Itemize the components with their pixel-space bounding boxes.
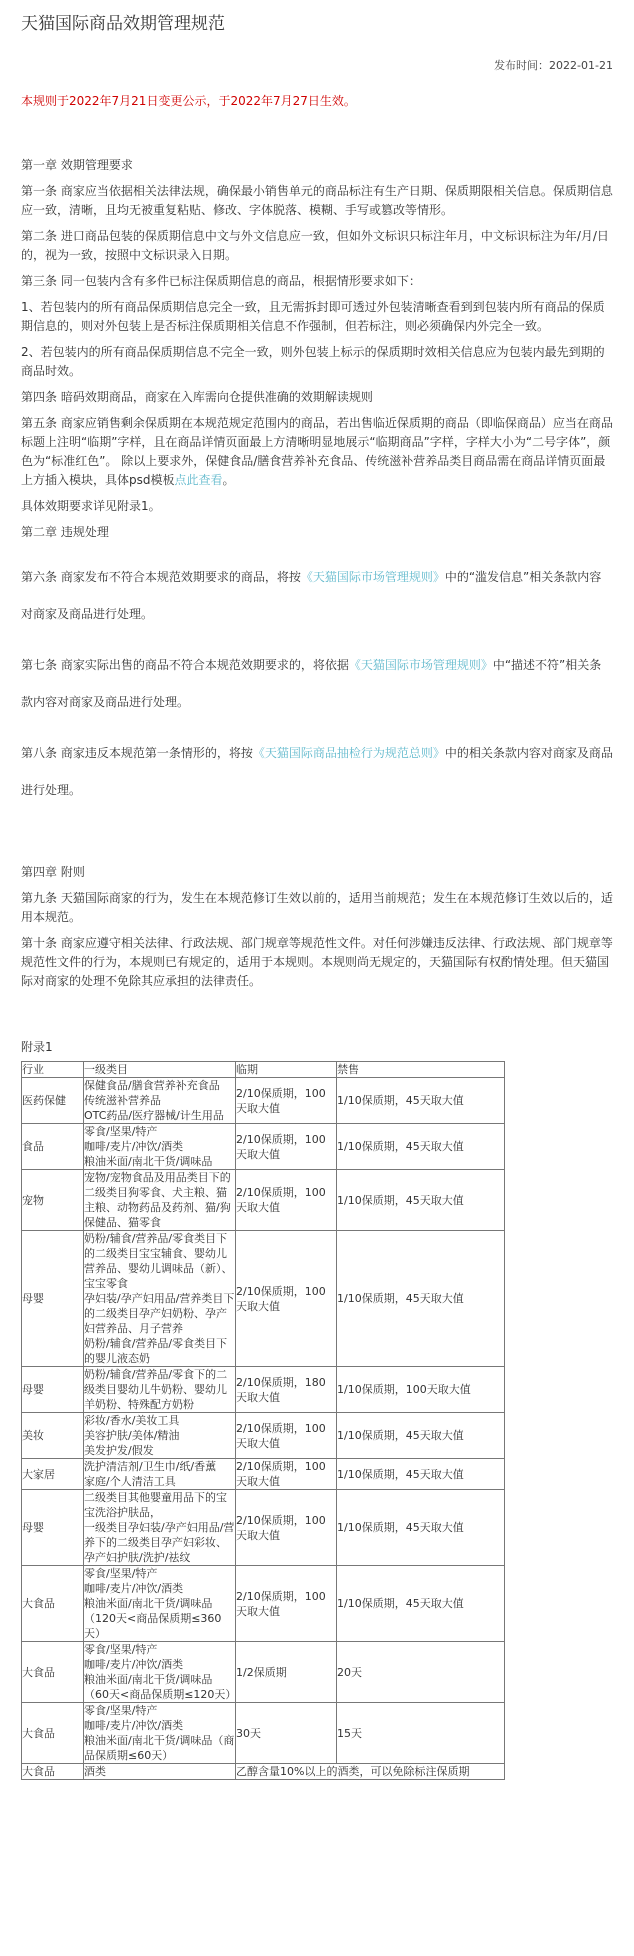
category-line: 零食/坚果/特产: [84, 1567, 158, 1580]
cell-prohibited: 1/10保质期，45天取大值: [337, 1459, 505, 1490]
effective-notice: 本规则于2022年7月21日变更公示，于2022年7月27日生效。: [21, 94, 356, 108]
cell-near-expiry: 2/10保质期，100天取大值: [236, 1566, 337, 1642]
cell-prohibited: 20天: [337, 1642, 505, 1703]
table-row: [22, 1459, 505, 1490]
category-line: 粮油米面/南北干货/调味品（商品保质期≤60天）: [84, 1734, 235, 1762]
cell-prohibited: 15天: [337, 1703, 505, 1764]
category-line: 宠物/宠物食品及用品类目下的二级类目狗零食、犬主粮、猫主粮、动物药品及药剂、猫/狗保健品、猫零食: [84, 1171, 231, 1229]
cell-prohibited: 1/10保质期，45天取大值: [337, 1170, 505, 1231]
cell-industry: 母婴: [22, 1367, 84, 1413]
category-line: 零食/坚果/特产: [84, 1125, 158, 1138]
article-1: 第一条 商家应当依据相关法律法规，确保最小销售单元的商品标注有生产日期、保质期限相关信息。保质期信息应一致，清晰，且均无被重复粘贴、修改、字体脱落、模糊、手写或篡改等情形。: [21, 184, 613, 217]
cell-prohibited: 1/10保质期，45天取大值: [337, 1124, 505, 1170]
cell-prohibited: 1/10保质期，45天取大值: [337, 1566, 505, 1642]
cell-category: 酒类: [84, 1764, 236, 1780]
cell-industry: 宠物: [22, 1170, 84, 1231]
cell-category: [84, 1703, 236, 1764]
article-8-post: 中的相关条款内容对商家及商品进行处理。: [21, 746, 613, 797]
table-header-row: [22, 1062, 505, 1078]
cell-prohibited: 1/10保质期，45天取大值: [337, 1231, 505, 1367]
category-line: OTC药品/医疗器械/计生用品: [84, 1109, 224, 1122]
category-line: 零食/坚果/特产: [84, 1643, 158, 1656]
table-row: [22, 1124, 505, 1170]
chapter-2-heading: 第二章 违规处理: [21, 525, 109, 539]
article-8: [21, 735, 613, 809]
category-line: 零食/坚果/特产: [84, 1704, 158, 1717]
header-industry: 行业: [22, 1062, 84, 1078]
cell-industry: 大家居: [22, 1459, 84, 1490]
category-line: 保健食品/膳食营养补充食品: [84, 1079, 220, 1092]
category-line: 咖啡/麦片/冲饮/酒类: [84, 1658, 184, 1671]
table-row: [22, 1566, 505, 1642]
cell-category: [84, 1413, 236, 1459]
category-line: 二级类目其他婴童用品下的宝宝洗浴护肤品，: [84, 1491, 227, 1519]
table-row: [22, 1367, 505, 1413]
cell-prohibited: 1/10保质期，100天取大值: [337, 1367, 505, 1413]
cell-category: [84, 1459, 236, 1490]
cell-near-expiry: 2/10保质期，100天取大值: [236, 1490, 337, 1566]
article-9: 第九条 天猫国际商家的行为，发生在本规范修订生效以前的，适用当前规范；发生在本规范修订生效以后的，适用本规范。: [21, 891, 613, 924]
chapter-1-heading: 第一章 效期管理要求: [21, 158, 133, 172]
category-line: 美发护发/假发: [84, 1444, 154, 1457]
cell-near-expiry: 30天: [236, 1703, 337, 1764]
cell-prohibited: 1/10保质期，45天取大值: [337, 1490, 505, 1566]
header-category: 一级类目: [84, 1062, 236, 1078]
article-4: 第四条 暗码效期商品，商家在入库需向仓提供准确的效期解读规则: [21, 390, 373, 404]
appendix-label: 附录1: [21, 1040, 53, 1054]
cell-industry: 母婴: [22, 1490, 84, 1566]
cell-industry: 大食品: [22, 1764, 84, 1780]
category-line: 粮油米面/南北干货/调味品（120天<商品保质期≤360天）: [84, 1597, 222, 1640]
appendix-table: [21, 1061, 505, 1780]
article-5: [21, 414, 613, 490]
article-5-text: 第五条 商家应销售剩余保质期在本规范规定范围内的商品，若出售临近保质期的商品（即临保商品）应当在商品标题上注明“临期”字样，且在商品详情页面最上方清晰明显地展示“临期商品”字样，字样大小为“二号字体”，颜色为“标准红色”。 除以上要求外，保健食品/膳食营养补充食品、传统滋补营养品类目商品需在商品详情页面最上方插入模块，具体psd模板: [21, 416, 613, 487]
cell-category: [84, 1490, 236, 1566]
article-6: [21, 559, 613, 633]
category-line: 洗护清洁剂/卫生巾/纸/香薰: [84, 1460, 217, 1473]
article-5-end: 。: [222, 473, 235, 487]
article-7: [21, 647, 613, 721]
article-8-pre: 第八条 商家违反本规范第一条情形的，将按: [21, 746, 253, 760]
cell-industry: 大食品: [22, 1642, 84, 1703]
category-line: 咖啡/麦片/冲饮/酒类: [84, 1582, 184, 1595]
category-line: 彩妆/香水/美妆工具: [84, 1414, 180, 1427]
cell-near-expiry: 2/10保质期，100天取大值: [236, 1078, 337, 1124]
article-10: 第十条 商家应遵守相关法律、行政法规、部门规章等规范性文件。对任何涉嫌违反法律、行政法规、部门规章等规范性文件的行为，本规则已有规定的，适用于本规则。本规则尚无规定的，天猫国际有权酌情处理。但天猫国际对商家的处理不免除其应承担的法律责任。: [21, 936, 613, 988]
cell-near-expiry: 1/2保质期: [236, 1642, 337, 1703]
article-2: 第二条 进口商品包装的保质期信息中文与外文信息应一致，但如外文标识只标注年月，中文标识标注为年/月/日的，视为一致，按照中文标识录入日期。: [21, 229, 609, 262]
appendix-reference: 具体效期要求详见附录1。: [21, 499, 161, 513]
category-line: 粮油米面/南北干货/调味品（60天<商品保质期≤120天）: [84, 1673, 237, 1701]
cell-industry: 医药保健: [22, 1078, 84, 1124]
page-title: 天猫国际商品效期管理规范: [21, 14, 225, 34]
cell-industry: 大食品: [22, 1703, 84, 1764]
cell-category: [84, 1170, 236, 1231]
article-3: 第三条 同一包装内含有多件已标注保质期信息的商品，根据情形要求如下：: [21, 274, 421, 288]
cell-near-expiry: 2/10保质期，100天取大值: [236, 1124, 337, 1170]
article-7-post: 中“描述不符”相关条款内容对商家及商品进行处理。: [21, 658, 602, 709]
chapter-4: [21, 863, 613, 991]
market-rules-link-2[interactable]: 《天猫国际市场管理规则》: [348, 658, 493, 672]
category-line: 咖啡/麦片/冲饮/酒类: [84, 1140, 184, 1153]
category-line: 奶粉/辅食/营养品/零食下的二级类目婴幼儿牛奶粉、婴幼儿羊奶粉、特殊配方奶粉: [84, 1368, 228, 1411]
cell-near-expiry: 2/10保质期，100天取大值: [236, 1413, 337, 1459]
chapter-4-heading: 第四章 附则: [21, 865, 85, 879]
category-line: 咖啡/麦片/冲饮/酒类: [84, 1719, 184, 1732]
category-line: 奶粉/辅食/营养品/零食类目下的婴儿液态奶: [84, 1337, 228, 1365]
category-line: 传统滋补营养品: [84, 1094, 161, 1107]
header-prohibited: 禁售: [337, 1062, 505, 1078]
category-line: 粮油米面/南北干货/调味品: [84, 1155, 213, 1168]
market-rules-link[interactable]: 《天猫国际市场管理规则》: [300, 570, 445, 584]
cell-prohibited: 1/10保质期，45天取大值: [337, 1078, 505, 1124]
cell-near-expiry: 2/10保质期，100天取大值: [236, 1459, 337, 1490]
table-row: [22, 1490, 505, 1566]
cell-industry: 美妆: [22, 1413, 84, 1459]
article-3-item-1: 1、若包装内的所有商品保质期信息完全一致，且无需拆封即可透过外包装清晰查看到到包装内所有商品的保质期信息的，则对外包装上是否标注保质期相关信息不作强制，但若标注，则必须确保内外完全一致。: [21, 300, 605, 333]
category-line: 奶粉/辅食/营养品/零食类目下的二级类目宝宝辅食、婴幼儿营养品、婴幼儿调味品（新）、宝宝零食: [84, 1232, 233, 1290]
category-line: 美容护肤/美体/精油: [84, 1429, 180, 1442]
cell-category: [84, 1642, 236, 1703]
psd-template-link[interactable]: 点此查看: [174, 473, 223, 487]
category-line: 家庭/个人清洁工具: [84, 1475, 176, 1488]
header-near-expiry: 临期: [236, 1062, 337, 1078]
cell-industry: 大食品: [22, 1566, 84, 1642]
cell-near-expiry: 2/10保质期，100天取大值: [236, 1170, 337, 1231]
category-line: 一级类目孕妇装/孕产妇用品/营养下的二级类目孕产妇彩妆、孕产妇护肤/洗护/祛纹: [84, 1521, 235, 1564]
table-row: [22, 1642, 505, 1703]
cell-industry: 食品: [22, 1124, 84, 1170]
table-row: [22, 1231, 505, 1367]
cell-industry: 母婴: [22, 1231, 84, 1367]
table-row: [22, 1703, 505, 1764]
publish-time: 发布时间：2022-01-21: [494, 59, 613, 72]
table-row: [22, 1170, 505, 1231]
cell-merged-note: 乙醇含量10%以上的酒类，可以免除标注保质期: [236, 1764, 505, 1780]
chapter-2: [21, 523, 613, 809]
article-6-post: 中的“滥发信息”相关条款内容对商家及商品进行处理。: [21, 570, 602, 621]
cell-category: [84, 1367, 236, 1413]
table-row-liquor: [22, 1764, 505, 1780]
chapter-1: [21, 156, 613, 516]
cell-near-expiry: 2/10保质期，180天取大值: [236, 1367, 337, 1413]
cell-category: [84, 1078, 236, 1124]
cell-near-expiry: 2/10保质期，100天取大值: [236, 1231, 337, 1367]
table-row: [22, 1078, 505, 1124]
article-7-pre: 第七条 商家实际出售的商品不符合本规范效期要求的，将依据: [21, 658, 349, 672]
cell-category: [84, 1566, 236, 1642]
article-6-pre: 第六条 商家发布不符合本规范效期要求的商品，将按: [21, 570, 301, 584]
category-line: 孕妇装/孕产妇用品/营养类目下的二级类目孕产妇奶粉、孕产妇营养品、月子营养: [84, 1292, 235, 1335]
cell-category: [84, 1124, 236, 1170]
cell-prohibited: 1/10保质期，45天取大值: [337, 1413, 505, 1459]
article-3-item-2: 2、若包装内的所有商品保质期信息不完全一致，则外包装上标示的保质期时效相关信息应为包装内最先到期的商品时效。: [21, 345, 605, 378]
table-row: [22, 1413, 505, 1459]
cell-category: [84, 1231, 236, 1367]
inspection-rules-link[interactable]: 《天猫国际商品抽检行为规范总则》: [252, 746, 445, 760]
